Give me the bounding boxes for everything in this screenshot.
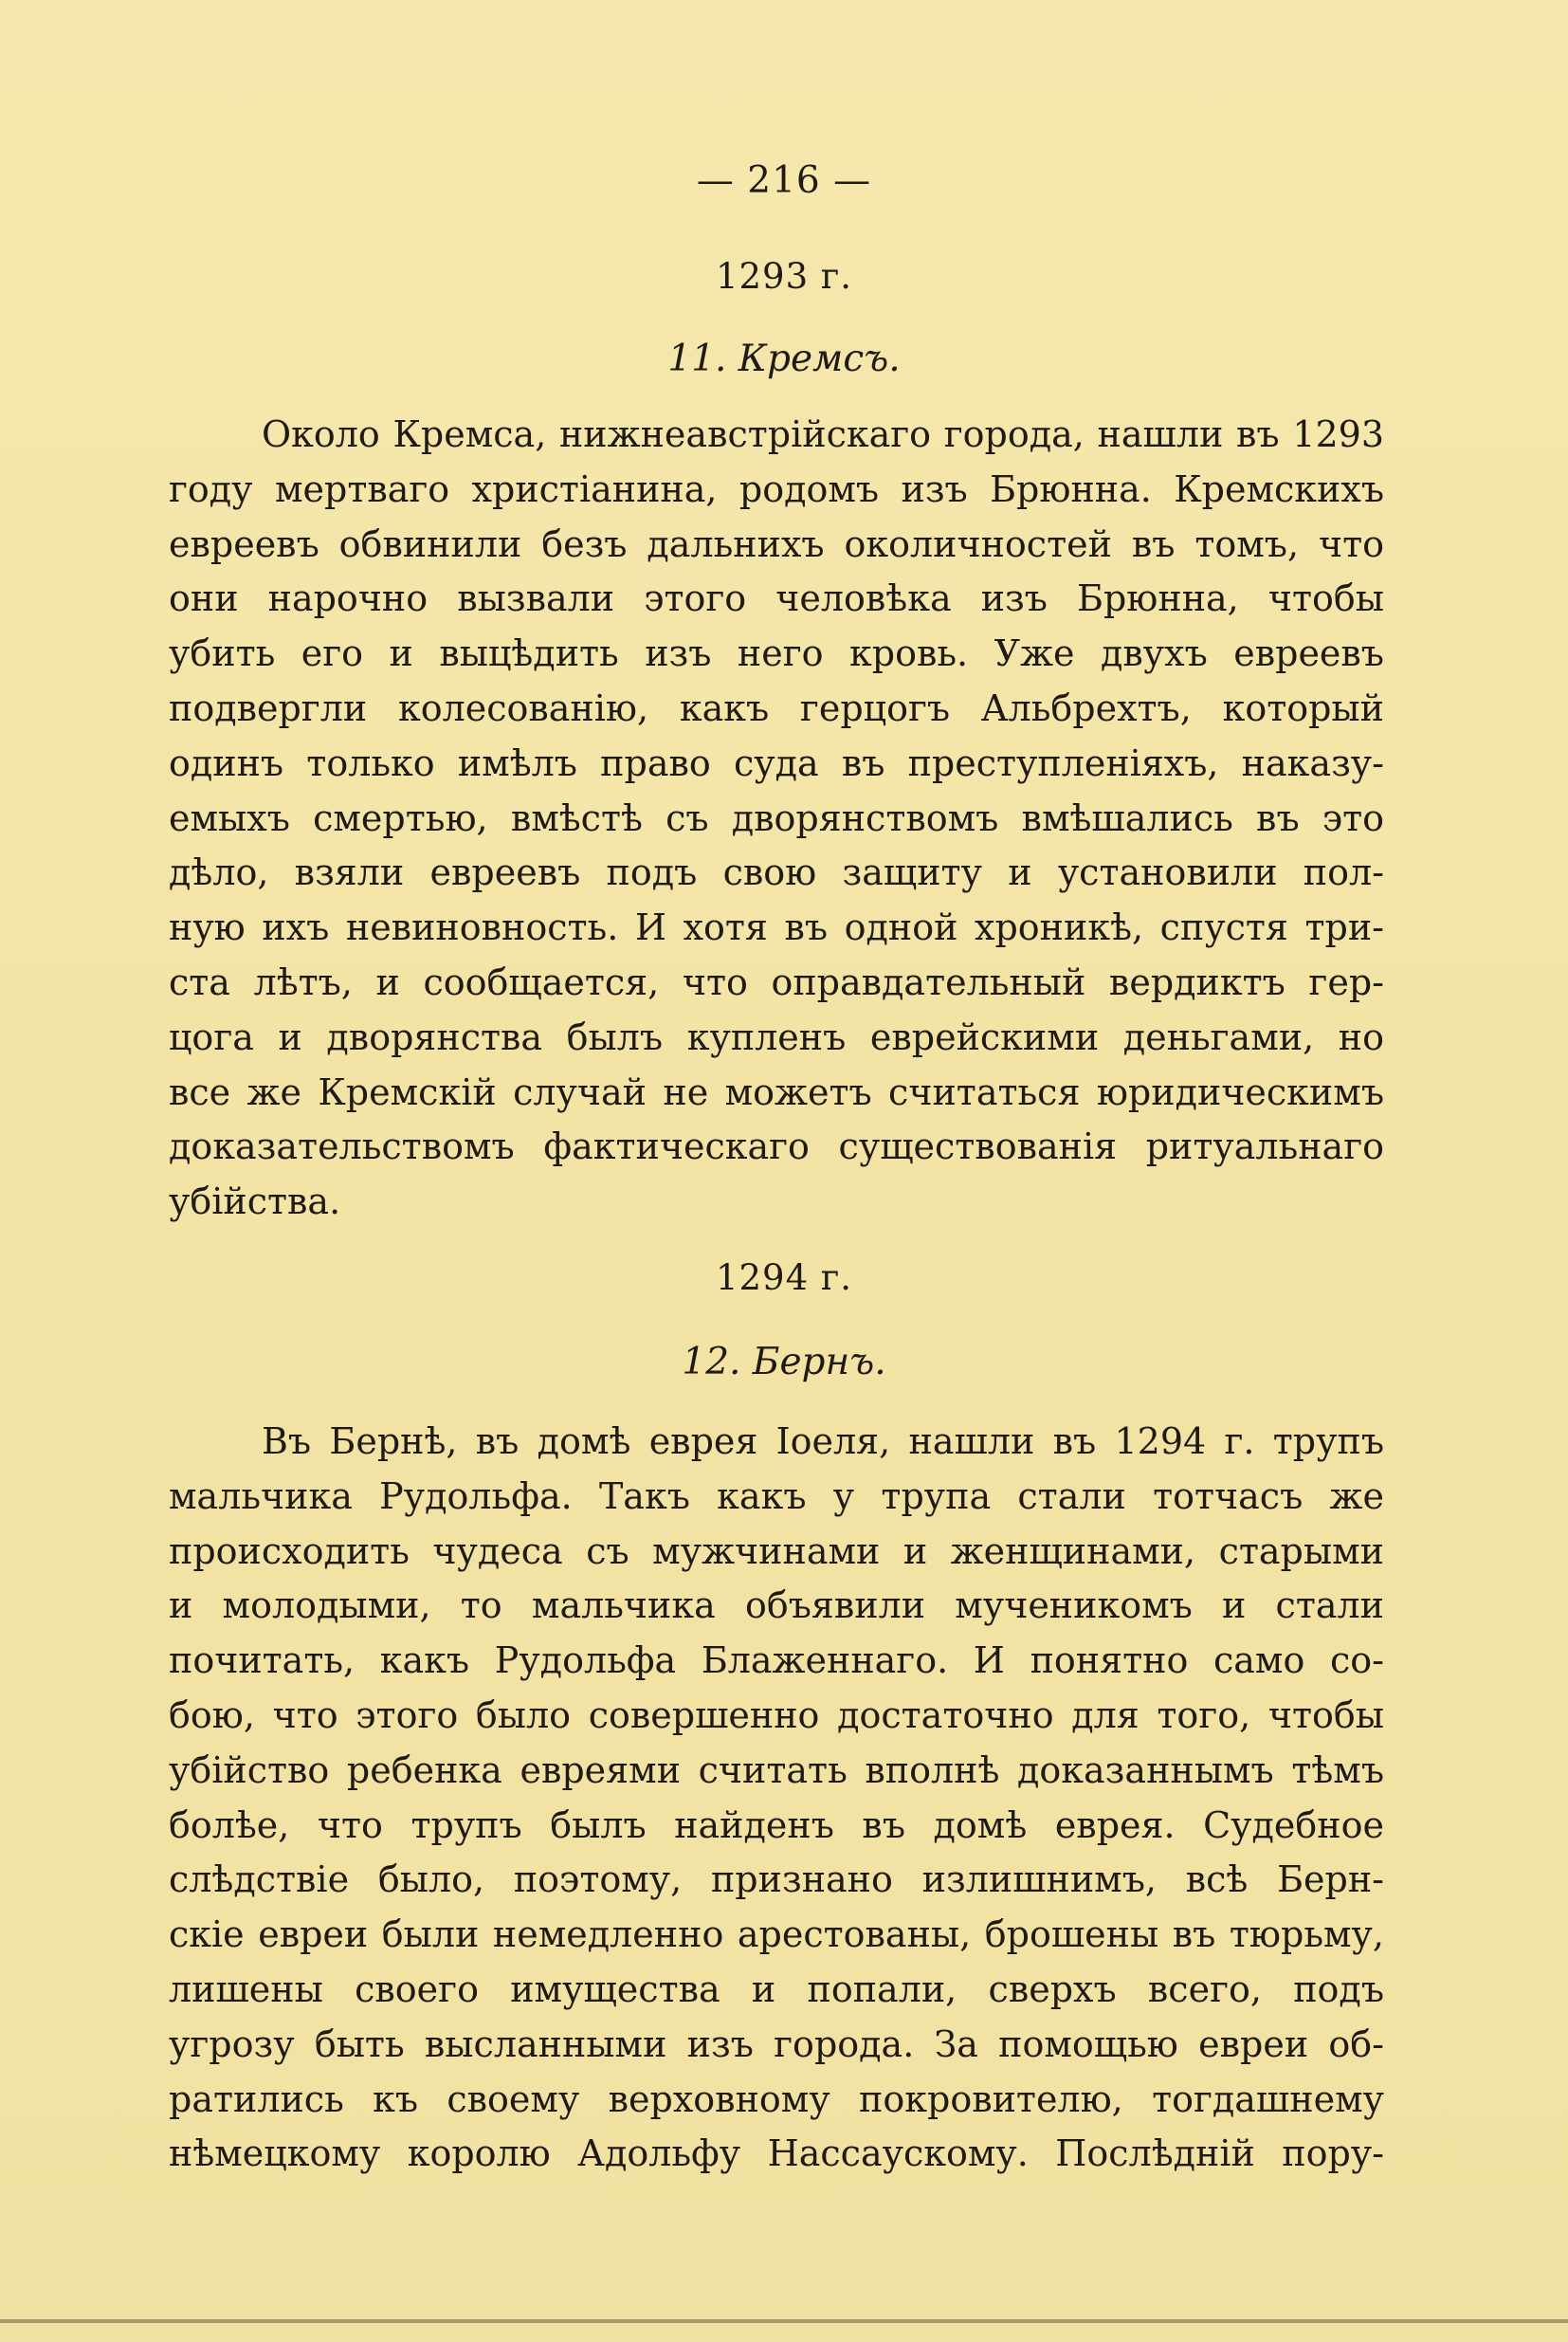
text-line: евреевъ обвинили безъ дальнихъ околичностей въ томъ, что xyxy=(169,522,1384,565)
text-line: лишены своего имущества и попали, сверхъ всего, подъ xyxy=(169,1967,1384,2010)
text-line: емыхъ смертью, вмѣстѣ съ дворянствомъ вмѣшались въ это xyxy=(169,796,1384,839)
section-title-heading: 12. Бернъ. xyxy=(682,1341,886,1383)
text-line: одинъ только имѣлъ право суда въ преступленіяхъ, наказу- xyxy=(169,741,1384,784)
section-year-heading: 1293 г. xyxy=(715,256,853,297)
text-line: болѣе, что трупъ былъ найденъ въ домѣ еврея. Судебное xyxy=(169,1803,1384,1846)
text-line: все же Кремскій случай не можетъ считаться юридическимъ xyxy=(169,1070,1384,1113)
text-line: подвергли колесованію, какъ герцогъ Альбрехтъ, который xyxy=(169,686,1384,729)
section-body-bern xyxy=(169,1415,1384,2182)
text-line: доказательствомъ фактическаго существованія ритуальнаго xyxy=(169,1125,1384,1168)
text-line: мальчика Рудольфа. Такъ какъ у трупа стали тотчасъ же xyxy=(169,1474,1384,1517)
text-line: Въ Бернѣ, въ домѣ еврея Іоеля, нашли въ 1294 г. трупъ xyxy=(262,1420,1384,1462)
text-line: почитать, какъ Рудольфа Блаженнаго. И понятно само со- xyxy=(169,1639,1384,1682)
text-line: ста лѣтъ, и сообщается, что оправдательный вердиктъ гер- xyxy=(169,961,1384,1003)
section-year-heading: 1294 г. xyxy=(715,1257,853,1298)
text-line: нѣмецкому королю Адольфу Нассаускому. Послѣдній пору- xyxy=(169,2132,1384,2175)
text-line: бою, что этого было совершенно достаточно для того, чтобы xyxy=(169,1693,1384,1736)
section-title-heading: 11. Кремсъ. xyxy=(667,338,901,380)
text-line: году мертваго христіанина, родомъ изъ Брюнна. Кремскихъ xyxy=(169,467,1384,510)
text-line: ную ихъ невиновность. И хотя въ одной хроникѣ, спустя три- xyxy=(169,906,1384,949)
page-number: — 216 — xyxy=(696,159,872,202)
text-line: слѣдствіе было, поэтому, признано излишнимъ, всѣ Берн- xyxy=(169,1858,1384,1901)
text-line: дѣло, взяли евреевъ подъ свою защиту и установили пол- xyxy=(169,851,1384,894)
text-line: убійства. xyxy=(169,1180,341,1223)
text-line: они нарочно вызвали этого человѣка изъ Брюнна, чтобы xyxy=(169,577,1384,620)
text-line: убійство ребенка евреями считать вполнѣ доказаннымъ тѣмъ xyxy=(169,1748,1384,1791)
text-line: происходить чудеса съ мужчинами и женщинами, старыми xyxy=(169,1529,1384,1572)
text-line: угрозу быть высланными изъ города. За помощью евреи об- xyxy=(169,2022,1384,2065)
text-line: ратились къ своему верховному покровителю, тогдашнему xyxy=(169,2077,1384,2120)
section-body-kremsk xyxy=(169,408,1384,1230)
text-line: убить его и выцѣдить изъ него кровь. Уже двухъ евреевъ xyxy=(169,632,1384,675)
text-line: скіе евреи были немедленно арестованы, брошены въ тюрьму, xyxy=(169,1913,1384,1956)
text-line: цога и дворянства былъ купленъ еврейскими деньгами, но xyxy=(169,1015,1384,1058)
page-bottom-edge xyxy=(0,2319,1568,2323)
text-line: и молодыми, то мальчика объявили мученикомъ и стали xyxy=(169,1584,1384,1627)
text-line: Около Кремса, нижнеавстрійскаго города, нашли въ 1293 xyxy=(262,413,1384,455)
